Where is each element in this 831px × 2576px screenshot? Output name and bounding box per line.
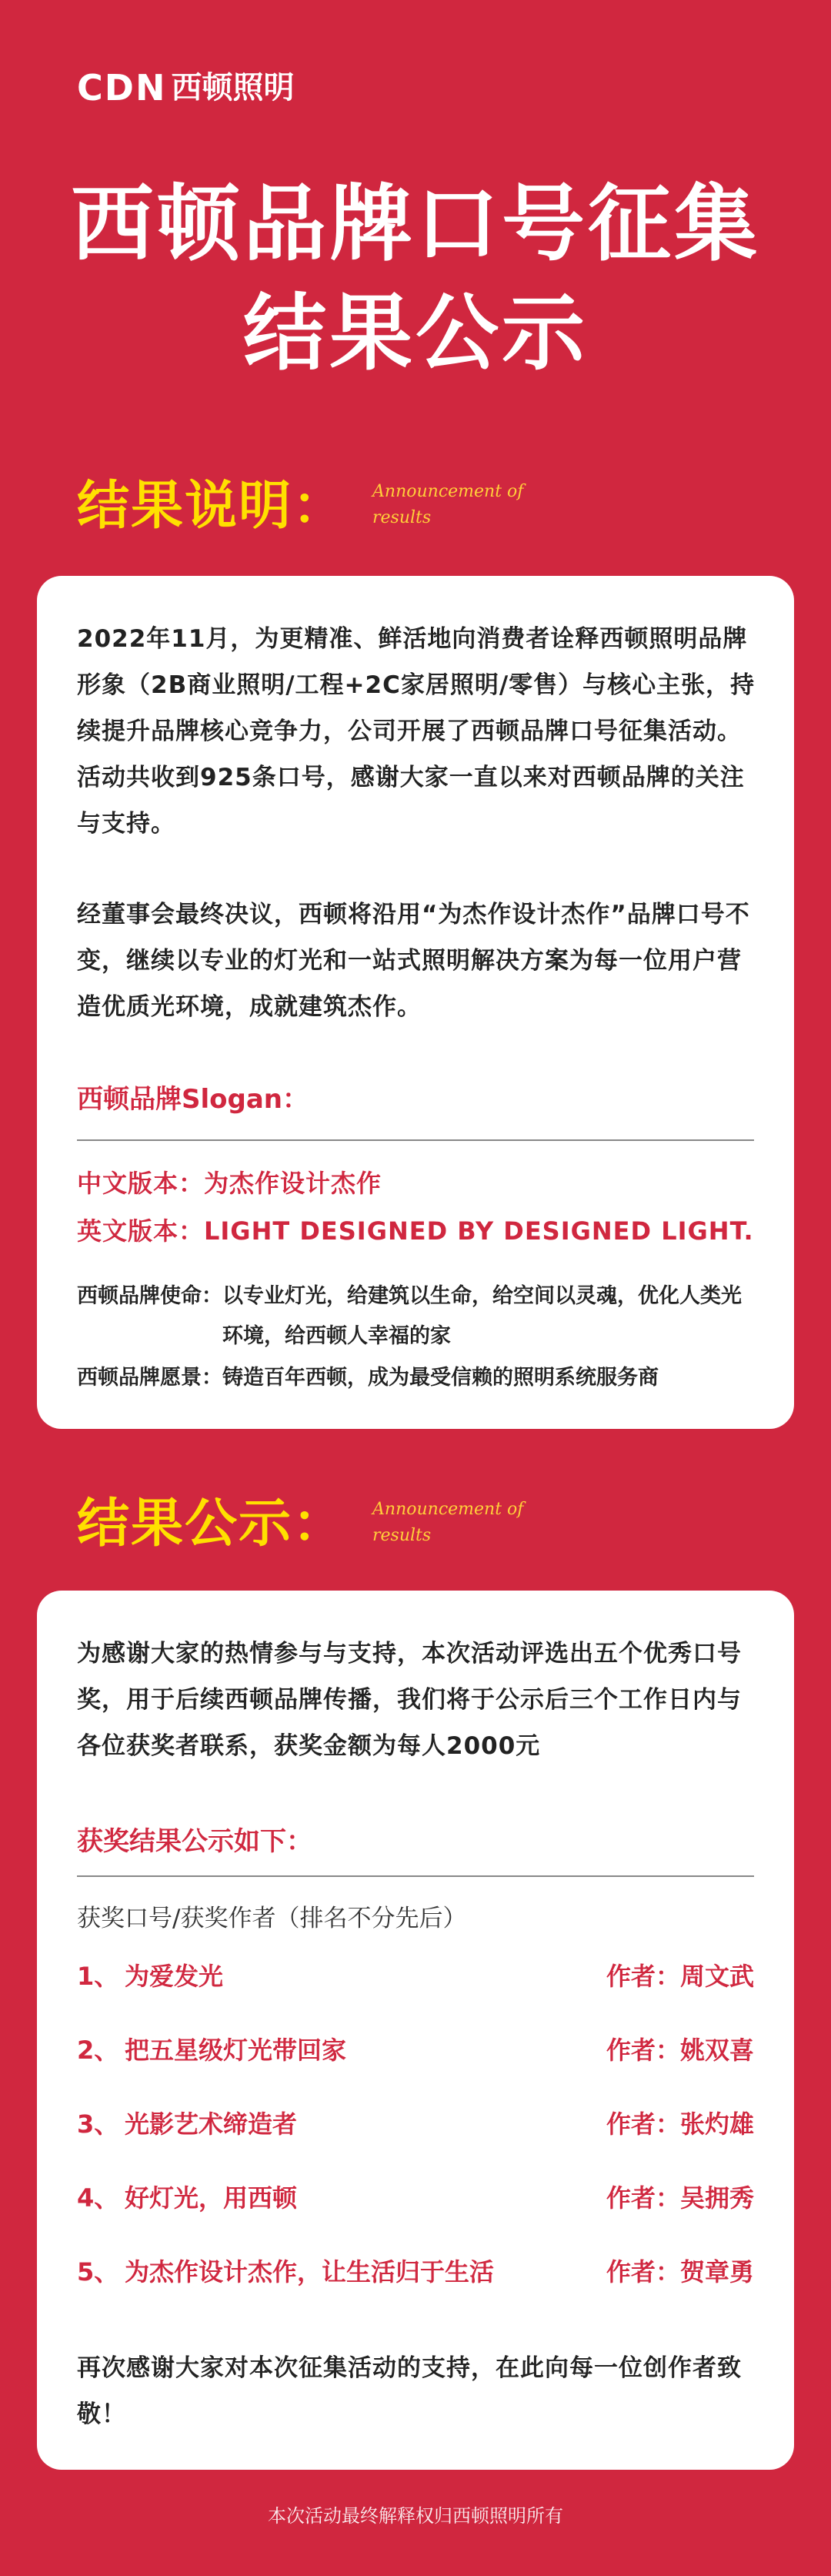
- divider: [77, 1875, 754, 1877]
- list-item: [77, 2253, 754, 2327]
- slogan-heading: 西顿品牌Slogan：: [77, 1084, 309, 1115]
- divider: [77, 1139, 754, 1141]
- explanation-card: [37, 576, 794, 1429]
- section-title: 结果说明：: [77, 476, 347, 537]
- winner-number: 3、: [77, 2109, 119, 2139]
- list-item: [77, 2105, 754, 2179]
- decision-paragraph: 经董事会最终决议，西顿将沿用“为杰作设计杰作”品牌口号不变，继续以专业的灯光和一站式照明解决方案为每一位用户营造优质光环境，成就建筑杰作。: [77, 901, 750, 1021]
- section-subtitle: Announcement of results: [372, 482, 524, 527]
- winner-slogan: 光影艺术缔造者: [125, 2109, 298, 2139]
- results-intro: 为感谢大家的热情参与与支持，本次活动评选出五个优秀口号奖，用于后续西顿品牌传播，我们将于公示后三个工作日内与各位获奖者联系，获奖金额为每人2000元: [77, 1640, 742, 1760]
- winner-author: 作者：张灼雄: [606, 2109, 754, 2139]
- brand-vision: 西顿品牌愿景：铸造百年西顿，成为最受信赖的照明系统服务商: [77, 1366, 659, 1390]
- winner-slogan: 好灯光，用西顿: [125, 2183, 298, 2213]
- winner-author: 作者：周文武: [606, 1962, 754, 1991]
- slogan-en-version: 英文版本：LIGHT DESIGNED BY DESIGNED LIGHT.: [77, 1216, 754, 1246]
- winner-number: 2、: [77, 2036, 119, 2065]
- mission-label: 西顿品牌使命：: [77, 1284, 222, 1308]
- brand-mission: [77, 1276, 762, 1357]
- award-note: 获奖口号/获奖作者（排名不分先后）: [77, 1905, 467, 1932]
- list-item: [77, 2031, 754, 2105]
- brand-logo: [77, 68, 294, 108]
- winner-number: 5、: [77, 2257, 119, 2287]
- closing-paragraph: 再次感谢大家对本次征集活动的支持，在此向每一位创作者致敬！: [77, 2354, 742, 2428]
- logo-name: 西顿照明: [171, 70, 295, 105]
- winner-author: 作者：贺章勇: [606, 2257, 754, 2287]
- section-heading-results: [77, 1494, 557, 1554]
- page-title-line2: 结果公示: [242, 286, 588, 382]
- mission-text: 以专业灯光，给建筑以生命，给空间以灵魂，优化人类光环境，给西顿人幸福的家: [222, 1284, 742, 1348]
- logo-mark: [77, 67, 167, 109]
- section-subtitle: Announcement of results: [372, 1500, 524, 1545]
- winner-slogan: 为杰作设计杰作，让生活归于生活: [125, 2257, 495, 2287]
- winner-number: 1、: [77, 1962, 119, 1991]
- winner-slogan: 把五星级灯光带回家: [125, 2036, 347, 2065]
- winner-slogan: 为爱发光: [125, 1962, 224, 1991]
- section-heading-explanation: [77, 476, 557, 537]
- winners-list: [77, 1957, 754, 2327]
- slogan-cn-version: 中文版本：为杰作设计杰作: [77, 1169, 382, 1198]
- list-item: [77, 2179, 754, 2253]
- footer-disclaimer: 本次活动最终解释权归西顿照明所有: [268, 2505, 563, 2527]
- section-title: 结果公示：: [77, 1494, 347, 1554]
- list-item: [77, 1957, 754, 2031]
- winner-number: 4、: [77, 2183, 119, 2213]
- award-heading: 获奖结果公示如下：: [77, 1826, 312, 1857]
- logo-mark-text: CDN: [77, 67, 167, 109]
- winner-author: 作者：吴拥秀: [606, 2183, 754, 2213]
- page-title-line1: 西顿品牌口号征集: [70, 176, 760, 273]
- results-card: [37, 1591, 794, 2470]
- winner-author: 作者：姚双喜: [606, 2036, 754, 2065]
- intro-paragraph: 2022年11月，为更精准、鲜活地向消费者诠释西顿照明品牌形象（2B商业照明/工程+2C家居照明/零售）与核心主张，持续提升品牌核心竞争力，公司开展了西顿品牌口号征集活动。活动共收到925条口号，感谢大家一直以来对西顿品牌的关注与支持。: [77, 625, 756, 838]
